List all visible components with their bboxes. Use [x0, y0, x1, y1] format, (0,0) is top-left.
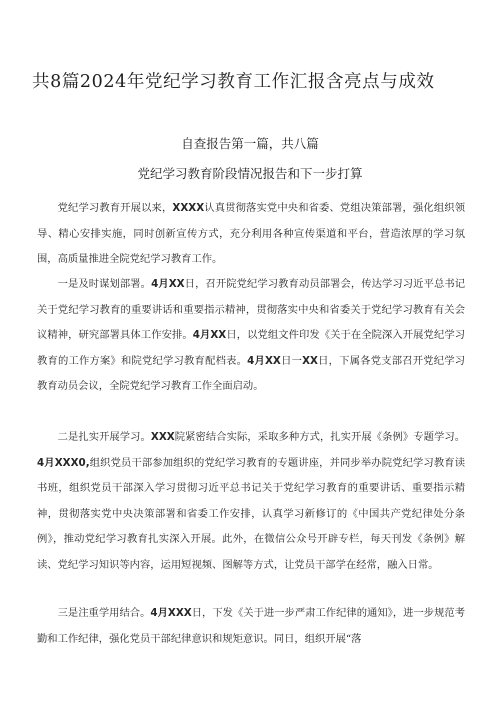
text-run: 党纪学习教育开展以来， — [57, 202, 173, 215]
text-run: 日，下属各党支部召开党纪学习教育动员会议，全院党纪学习教育工作全面启动。 — [37, 354, 466, 393]
bold-text-run: 4月XXX0, — [37, 456, 90, 469]
bold-text-run: XX — [302, 354, 318, 367]
section-subheading: 党纪学习教育阶段情况报告和下一步打算 — [137, 166, 363, 181]
paragraph-study — [37, 425, 465, 578]
paragraph-practice — [37, 601, 465, 652]
text-run: 认真贯彻落实党中央和省委、党组决策部署，强化组织领导、精心安排实施，同时创新宣传方式，充分利用各种宣传渠道和平台，营造浓厚的学习氛围，高质量推进全院党纪学习教育工作。 — [37, 202, 466, 266]
bold-text-run: 4月XX — [247, 354, 281, 367]
paragraph-planning — [37, 272, 465, 400]
text-run: 组织党员干部参加组织的党纪学习教育的专题讲座，并同步举办院党纪学习教育读书班，组织党员干部深入学习贯彻习近平总书记关于党纪学习教育的重要讲话、重要指示精神，贯彻落实党中央决策部署和省委工作安排，认真学习新修订的《中国共产党纪律处分条例》，推动党纪学习教育扎实深入开展。此外，在微信公众号开辟专栏，每天刊发《条例》解读、党纪学习知识等内容，运用短视频、图解等方式，让党员干部学在经常，融入日常。 — [37, 456, 466, 571]
bold-text-run: XXX — [150, 431, 175, 444]
section-heading: 自查报告第一篇，共八篇 — [181, 136, 319, 151]
text-run: 二是扎实开展学习。 — [57, 431, 151, 444]
text-run: 日，下发《关于进一步严肃工作纪律的通知》，进一步规范考勤和工作纪律，强化党员干部纪律意识和规矩意识。同日，组织开展“落 — [37, 607, 465, 645]
text-run: 日一 — [280, 354, 303, 367]
bold-text-run: 4月XX — [151, 278, 185, 291]
document-title: 共8篇2024年党纪学习教育工作汇报含亮点与成效 — [32, 72, 435, 92]
bold-text-run: 4月XX — [192, 329, 227, 342]
paragraph-intro — [37, 196, 465, 273]
bold-text-run: 4月XXX — [150, 607, 192, 620]
bold-text-run: XXXX — [172, 202, 205, 215]
text-run: 三是注重学用结合。 — [57, 607, 151, 620]
text-run: 院紧密结合实际，采取多种方式，扎实开展《条例》专题学习。 — [174, 431, 466, 444]
text-run: 日，召开院党纪学习教育动员部署会，传达学习习近平总书记关于党纪学习教育的重要讲话和重要指示精神，贯彻落实中央和省委关于党纪学习教育有关会议精神，研究部署具体工作安排。 — [37, 278, 466, 342]
text-run: 日，以党组文件印发《关于在全院深入开展党纪学习教育的工作方案》和院党纪学习教育配档表。 — [37, 329, 466, 367]
text-run: 一是及时谋划部署。 — [57, 278, 152, 291]
